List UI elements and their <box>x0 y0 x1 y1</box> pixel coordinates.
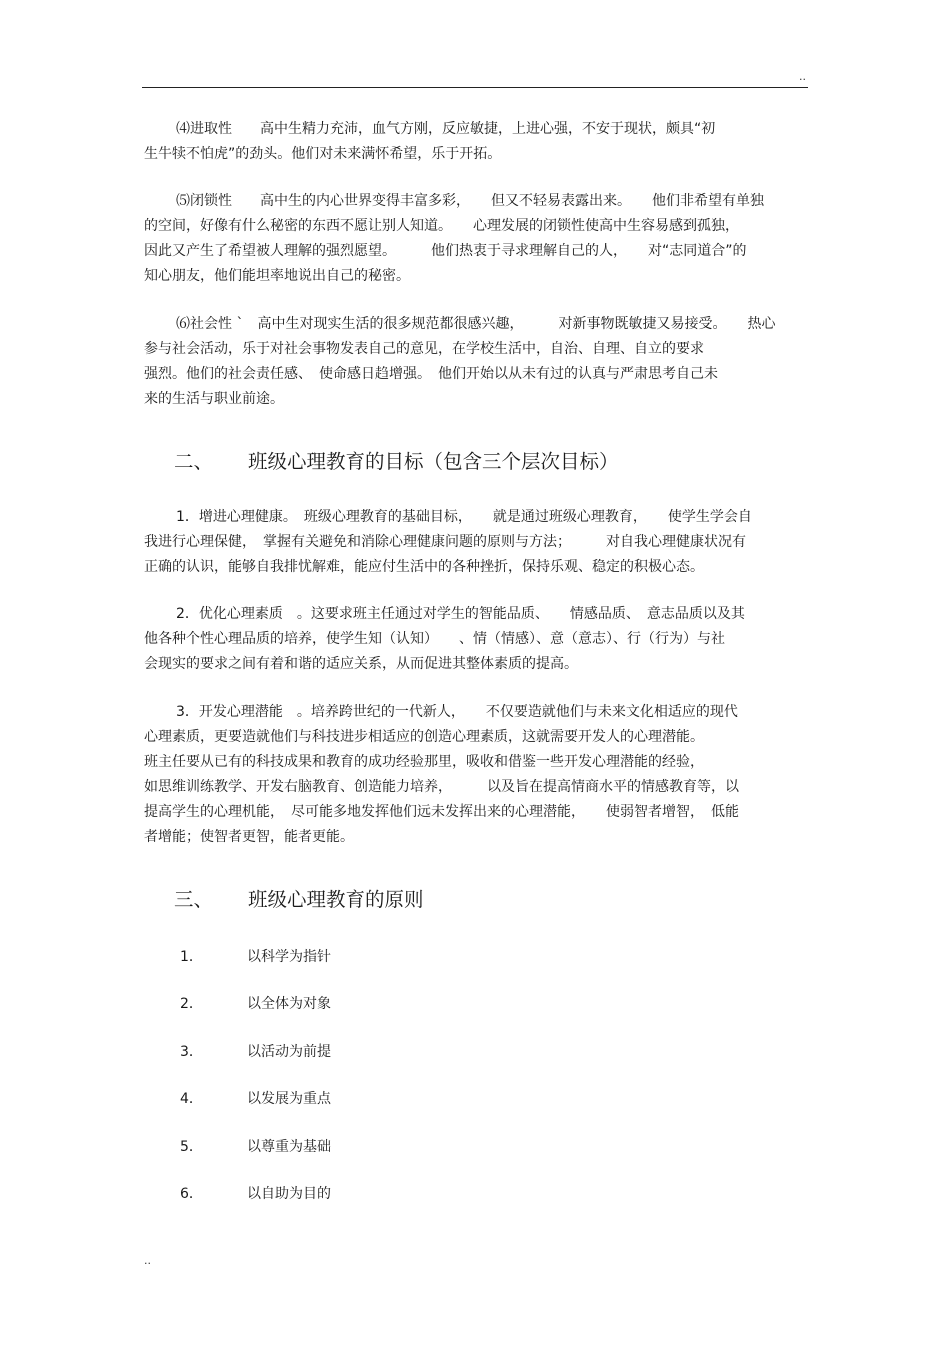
principle-item <box>180 1088 331 1108</box>
text-line: 班主任要从已有的科技成果和教育的成功经验那里，吸收和借鉴一些开发心理潜能的经验， <box>144 754 704 770</box>
text-line: 的空间，好像有什么秘密的东西不愿让别人知道。 心理发展的闭锁性使高中生容易感到孤独， <box>144 218 739 234</box>
text-line: 者增能；使智者更智，能者更能。 <box>144 829 354 845</box>
heading-number: 二、 <box>174 450 214 473</box>
text-line: 1．增进心理健康。 班级心理教育的基础目标， 就是通过班级心理教育， 使学生学会自 <box>176 509 752 525</box>
text-line: 提高学生的心理机能， 尽可能多地发挥他们远未发挥出来的心理潜能， 使弱智者增智， 低能 <box>144 804 739 820</box>
principle-item <box>180 1041 331 1061</box>
text-line: ⑷进取性 高中生精力充沛，血气方刚，反应敏捷，上进心强，不安于现状，颇具“初 <box>176 121 716 137</box>
heading-text: 班级心理教育的目标（包含三个层次目标） <box>248 450 619 473</box>
principle-text: 以科学为指针 <box>247 949 331 965</box>
principle-number: 4． <box>180 1091 203 1107</box>
text-line: 我进行心理保健， 掌握有关避免和消除心理健康问题的原则与方法； 对自我心理健康状况有 <box>144 534 746 550</box>
principle-number: 3． <box>180 1044 203 1060</box>
principle-item <box>180 946 331 966</box>
heading-text: 班级心理教育的原则 <box>248 888 424 911</box>
header-rule <box>142 87 808 88</box>
text-line: 会现实的要求之间有着和谐的适应关系，从而促进其整体素质的提高。 <box>144 656 578 672</box>
principle-item <box>180 1183 331 1203</box>
text-line: 3．开发心理潜能 。培养跨世纪的一代新人， 不仅要造就他们与未来文化相适应的现代 <box>176 704 738 720</box>
text-line: 来的生活与职业前途。 <box>144 391 284 407</box>
paragraph-progressiveness <box>144 117 808 167</box>
heading-number: 三、 <box>174 888 214 911</box>
text-line: 知心朋友，他们能坦率地说出自己的秘密。 <box>144 268 410 284</box>
paragraph-closedness <box>144 189 808 289</box>
principle-text: 以发展为重点 <box>247 1091 331 1107</box>
text-line: 正确的认识，能够自我排忧解难，能应付生活中的各种挫折，保持乐观、稳定的积极心态。 <box>144 559 704 575</box>
paragraph-sociality <box>144 312 808 412</box>
principle-item <box>180 993 331 1013</box>
principle-number: 6． <box>180 1186 203 1202</box>
principle-item <box>180 1136 331 1156</box>
text-line: 2．优化心理素质 。这要求班主任通过对学生的智能品质、 情感品质、 意志品质以及其 <box>176 606 745 622</box>
principle-text: 以活动为前提 <box>247 1044 331 1060</box>
text-line: 他各种个性心理品质的培养，使学生知（认知） 、情（情感）、意（意志）、行（行为）与社 <box>144 631 725 647</box>
principle-number: 5． <box>180 1139 203 1155</box>
section-heading-principles <box>174 884 424 912</box>
principle-number: 2． <box>180 996 203 1012</box>
principle-number: 1． <box>180 949 203 965</box>
header-mark: .. <box>799 70 806 83</box>
goal-mental-quality <box>144 602 808 677</box>
footer-mark: .. <box>144 1254 151 1267</box>
section-heading-goals <box>174 446 619 474</box>
principle-text: 以自助为目的 <box>247 1186 331 1202</box>
goal-mental-health <box>144 505 808 580</box>
text-line: 参与社会活动，乐于对社会事物发表自己的意见，在学校生活中，自治、自理、自立的要求 <box>144 341 704 357</box>
principle-text: 以尊重为基础 <box>247 1139 331 1155</box>
principle-text: 以全体为对象 <box>247 996 331 1012</box>
text-line: 生牛犊不怕虎”的劲头。他们对未来满怀希望，乐于开拓。 <box>144 146 502 162</box>
text-line: 如思维训练教学、开发右脑教育、创造能力培养， 以及旨在提高情商水平的情感教育等，以 <box>144 779 739 795</box>
text-line: 因此又产生了希望被人理解的强烈愿望。 他们热衷于寻求理解自己的人， 对“志同道合”的 <box>144 243 747 259</box>
text-line: 心理素质，更要造就他们与科技进步相适应的创造心理素质，这就需要开发人的心理潜能。 <box>144 729 704 745</box>
text-line: ⑹社会性 ` 高中生对现实生活的很多规范都很感兴趣， 对新事物既敏捷又易接受。 热心 <box>176 316 776 332</box>
text-line: 强烈。他们的社会责任感、 使命感日趋增强。 他们开始以从未有过的认真与严肃思考自己未 <box>144 366 718 382</box>
goal-mental-potential <box>144 700 808 850</box>
text-line: ⑸闭锁性 高中生的内心世界变得丰富多彩， 但又不轻易表露出来。 他们非希望有单独 <box>176 193 764 209</box>
